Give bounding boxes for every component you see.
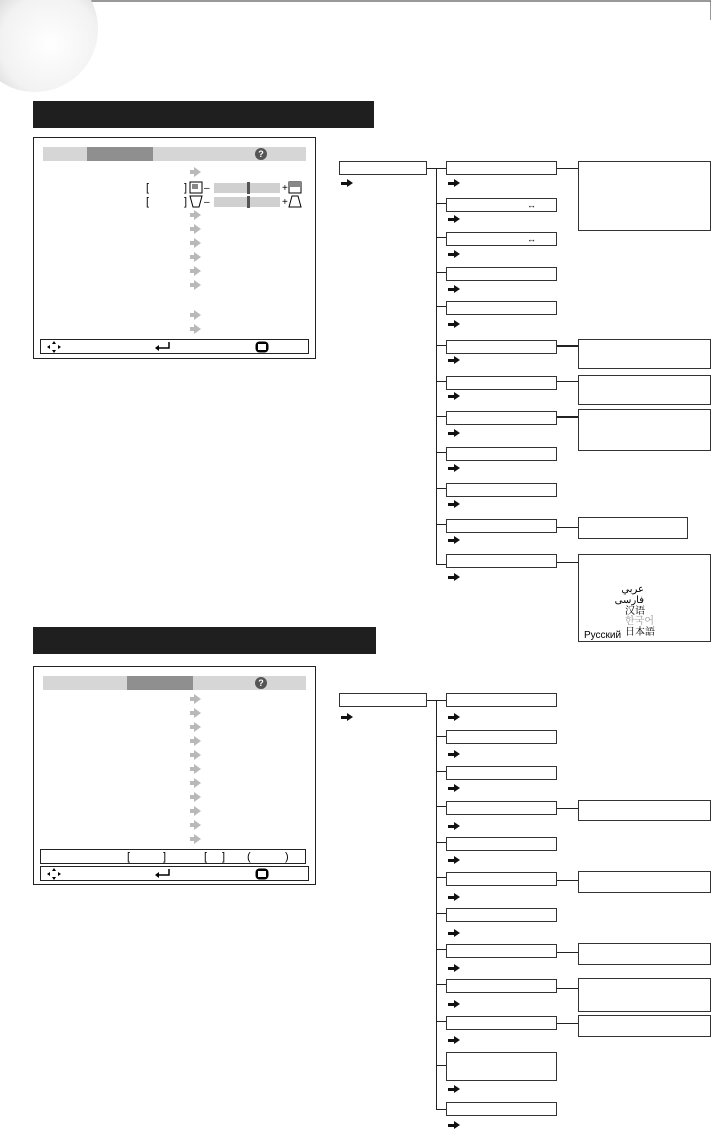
tree-menu-box [446,944,557,958]
status-bracket: ( [247,851,251,863]
flow-arrow-icon [448,964,460,973]
connector-line [436,203,446,204]
tree-menu-box: ↔ [446,198,557,212]
connector-line [436,1109,446,1110]
option-box [578,800,711,821]
connector-line [436,237,446,238]
option-box [578,943,711,965]
connector-line [436,306,446,307]
option-box [578,339,711,369]
section-band-bottom [33,627,376,654]
language-list-box [578,554,711,642]
menu-item-arrow-icon[interactable] [194,210,201,220]
keystone-wide-icon [288,195,302,208]
status-bracket: [ [127,851,131,863]
status-bracket: ] [222,851,226,863]
enter-icon [155,869,171,879]
connector-line [436,913,446,914]
menu-tab-selected[interactable] [127,676,193,690]
picture-size-icon [189,181,203,194]
tree-root-box [339,693,427,707]
connector-line [436,771,446,772]
tree-menu-box [446,766,557,780]
menu-item-arrow-icon[interactable] [194,238,201,248]
flow-arrow-icon [448,392,460,401]
connector-line [436,842,446,843]
connector-line [557,952,578,953]
menu-item-arrow-icon[interactable] [194,736,201,746]
flow-arrow-icon [448,1085,460,1094]
tree-menu-box [446,730,557,744]
enter-icon [155,342,171,352]
tree-menu-box [446,554,557,568]
menu-item-arrow-icon[interactable] [194,252,201,262]
tree-trunk-line [436,168,437,564]
flow-arrow-icon [448,500,460,509]
menu-tab-selected[interactable] [87,147,153,161]
connector-line [436,272,446,273]
connector-line [557,1023,578,1024]
tree-menu-box [446,267,557,281]
plus-icon: + [282,197,288,208]
flow-arrow-icon [448,464,460,473]
flow-arrow-icon [448,536,460,545]
tree-menu-box [446,837,557,851]
connector-line [436,524,446,525]
flow-arrow-icon [341,713,353,722]
menu-item-arrow-icon[interactable] [194,224,201,234]
menu-item-arrow-icon[interactable] [194,778,201,788]
menu-footer [40,866,309,881]
value-bracket-close: ] [184,196,188,208]
option-box [578,409,711,451]
flow-arrow-icon [448,250,460,259]
tree-menu-box [446,1052,557,1081]
language-item: فارسی [614,595,644,606]
tree-menu-box [446,161,557,175]
connector-line [436,381,446,382]
language-item: 한국어 [625,616,654,627]
flow-arrow-icon [448,320,460,329]
flow-arrow-icon [448,822,460,831]
connector-line [436,1021,446,1022]
menu-item-arrow-icon[interactable] [194,694,201,704]
page-top-rule [0,0,711,20]
flow-arrow-icon [448,893,460,902]
menu-button-icon [255,341,269,353]
menu-item-arrow-icon[interactable] [194,764,201,774]
connector-line [436,949,446,950]
plus-icon: + [282,183,288,194]
flow-arrow-icon [448,713,460,722]
connector-line [436,345,446,346]
menu-item-arrow-icon[interactable] [194,750,201,760]
keystone-narrow-icon [189,195,203,208]
menu-item-arrow-icon[interactable] [194,324,201,334]
minus-icon: – [204,183,210,194]
menu-item-arrow-icon[interactable] [194,708,201,718]
option-box [578,871,711,893]
flow-arrow-icon [448,929,460,938]
flow-arrow-icon [448,215,460,224]
connector-line [436,1065,446,1066]
value-bracket-open: [ [146,196,150,208]
menu-item-arrow-icon[interactable] [194,310,201,320]
menu-item-arrow-icon[interactable] [194,280,201,290]
language-item: عربي [621,584,644,595]
connector-line [557,381,578,382]
flow-arrow-icon [448,356,460,365]
language-item: 日本語 [625,627,655,638]
status-bracket: [ [204,851,208,863]
menu-item-arrow-icon[interactable] [194,722,201,732]
tree-menu-box [446,908,557,922]
tree-menu-box [446,1016,557,1030]
tree-menu-box [446,483,557,497]
corner-decoration [0,0,98,92]
connector-line [436,806,446,807]
menu-footer [40,339,309,354]
tree-menu-box [446,979,557,993]
keystone-slider[interactable] [214,197,280,207]
flow-arrow-icon [448,750,460,759]
flow-arrow-icon [448,856,460,865]
menu-button-icon [255,868,269,880]
connector-line [436,877,446,878]
tree-menu-box: ↔ [446,232,557,246]
tree-menu-box [446,411,557,425]
value-bracket-close: ] [184,182,188,194]
option-box [578,978,711,1012]
menu-screen-bottom [33,666,316,885]
connector-line [436,416,446,417]
flow-arrow-icon [448,573,460,582]
adjust-slider[interactable] [214,183,280,193]
connector-line [557,880,578,881]
tree-menu-box [446,872,557,886]
slider-knob[interactable] [247,196,250,208]
option-box [578,517,688,539]
connector-line [557,988,578,989]
slider-knob[interactable] [247,182,250,194]
connector-line [557,527,578,528]
status-bracket: ] [163,851,167,863]
help-icon[interactable]: ? [255,148,267,160]
dpad-icon [47,341,61,353]
flow-arrow-icon [448,1036,460,1045]
flow-arrow-icon [448,1000,460,1009]
menu-item-arrow-icon[interactable] [194,834,201,844]
tree-menu-box [446,340,557,354]
tree-menu-box [446,1102,557,1116]
tree-root-box [339,161,427,175]
tree-menu-box [446,693,557,707]
dpad-icon [47,868,61,880]
connector-line [436,488,446,489]
connector-line [436,452,446,453]
menu-item-arrow-icon[interactable] [194,792,201,802]
section-band-top [33,101,374,128]
tree-menu-box [446,376,557,390]
menu-item-arrow-icon[interactable] [194,806,201,816]
status-bar [40,849,306,864]
language-item: 汉语 [625,606,645,617]
tree-menu-box [446,301,557,315]
flow-arrow-icon [448,429,460,438]
menu-tab-bar [43,676,306,690]
menu-screen-top [33,137,316,359]
language-item: Русский [584,630,622,641]
flow-arrow-icon [448,179,460,188]
help-icon[interactable]: ? [255,677,267,689]
connector-line [436,984,446,985]
tree-menu-box [446,801,557,815]
connector-line [436,736,446,737]
connector-line [557,416,578,418]
value-bracket-open: [ [146,182,150,194]
option-box [578,1015,711,1037]
flow-arrow-icon [448,784,460,793]
flow-arrow-icon [448,285,460,294]
tree-menu-box [446,519,557,533]
connector-line [557,345,578,347]
tree-menu-box [446,447,557,461]
connector-line [557,168,578,169]
menu-item-arrow-icon[interactable] [194,266,201,276]
connector-line [436,564,446,565]
picture-size-large-icon [288,181,302,194]
minus-icon: – [204,197,210,208]
menu-tab-bar [43,147,306,161]
connector-line [557,562,578,563]
tree-trunk-line [436,700,437,1109]
connector-line [557,808,578,809]
flow-arrow-icon [341,179,353,188]
menu-item-arrow-icon[interactable] [194,820,201,830]
status-bracket: ) [285,851,289,863]
option-box [578,375,711,405]
flow-arrow-icon [448,1121,460,1130]
menu-item-arrow-icon[interactable] [194,167,201,177]
option-box [578,161,711,231]
